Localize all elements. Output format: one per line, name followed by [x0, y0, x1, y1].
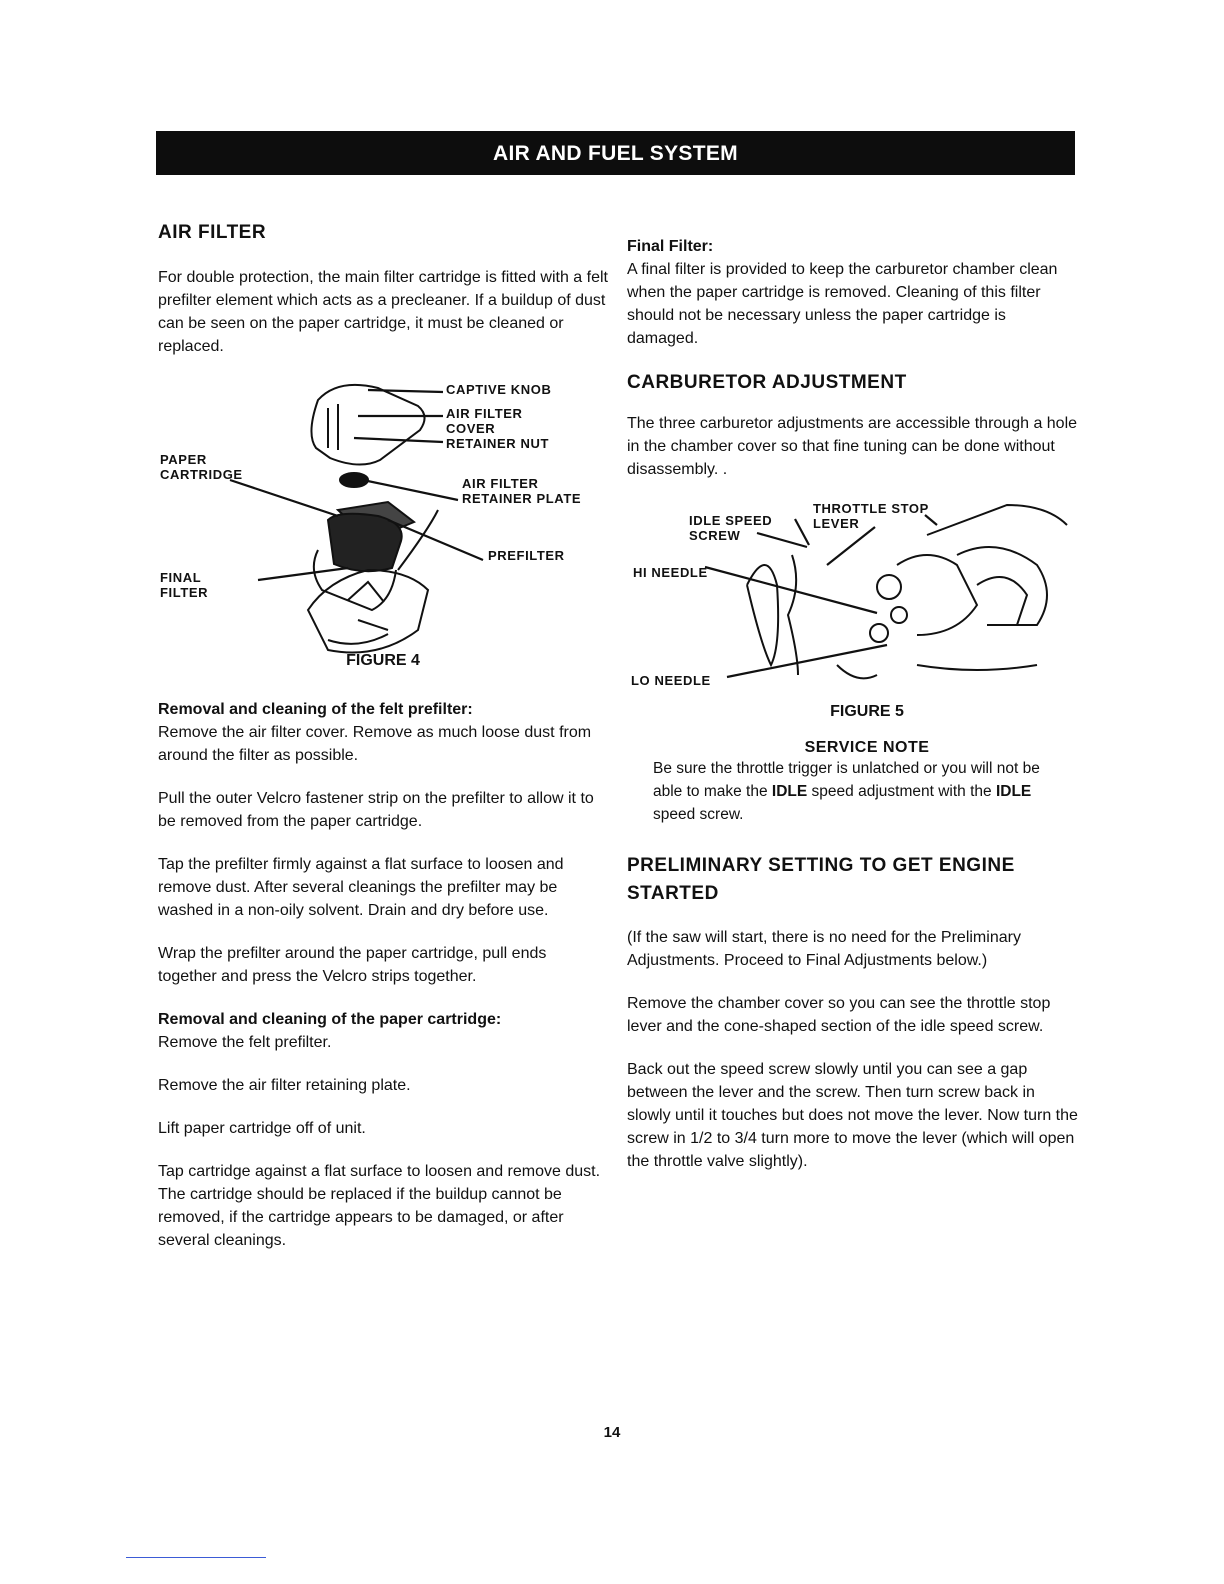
figure-5 — [627, 495, 1079, 725]
preliminary-p1: (If the saw will start, there is no need for the Preliminary Adjustments. Proceed to Final Adjustments below.) — [627, 929, 1021, 969]
hi-needle-label: HI NEEDLE — [633, 565, 708, 580]
page-number: 14 — [603, 1424, 621, 1441]
note-text-2: speed adjustment with the — [807, 783, 996, 800]
final-filter-text: A final filter is provided to keep the carburetor chamber clean when the paper cartridge is removed. Cleaning of this filter should not be necessary unless the paper cartridge is damaged. — [627, 261, 1058, 347]
paper-cartridge-heading: Removal and cleaning of the paper cartridge: — [158, 1011, 502, 1028]
footer-rule — [126, 1557, 266, 1558]
throttle-stop-label: THROTTLE STOP LEVER — [813, 501, 929, 531]
figure-4 — [158, 370, 608, 690]
retainer-nut-label: RETAINER NUT — [446, 436, 550, 451]
paper-step-1: Remove the felt prefilter. — [158, 1034, 332, 1051]
air-filter-heading: AIR FILTER — [158, 222, 267, 243]
felt-prefilter-heading: Removal and cleaning of the felt prefilter: — [158, 701, 473, 718]
felt-step-2: Pull the outer Velcro fastener strip on the prefilter to allow it to be removed from the paper cartridge. — [158, 790, 594, 830]
preliminary-p3: Back out the speed screw slowly until you can see a gap between the lever and the screw. Then turn screw back in slowly until it touches but does not move the lever. Now turn the screw in 1/2 to 3/4 turn more to move the lever (which will open the throttle valve slightly). — [627, 1061, 1078, 1170]
felt-step-1: Remove the air filter cover. Remove as much loose dust from around the filter as possible. — [158, 724, 592, 764]
prefilter-label: PREFILTER — [488, 548, 565, 563]
preliminary-p2: Remove the chamber cover so you can see the throttle stop lever and the cone-shaped section of the idle speed screw. — [627, 995, 1051, 1035]
note-idle-1: IDLE — [771, 783, 808, 800]
service-note-text — [627, 757, 1058, 826]
note-text-3: speed screw. — [653, 806, 744, 823]
final-filter-label: FINAL FILTER — [160, 570, 209, 600]
paper-cartridge-label: PAPER CARTRIDGE — [160, 452, 243, 482]
carburetor-text: The three carburetor adjustments are accessible through a hole in the chamber cover so that fine tuning can be done without disassembly. . — [627, 415, 1078, 478]
air-filter-cover-label: AIR FILTER COVER — [446, 406, 523, 436]
service-note-title: SERVICE NOTE — [804, 739, 930, 756]
felt-step-3: Tap the prefilter firmly against a flat surface to loosen and remove dust. After several cleanings the prefilter may be washed in a non-oily solvent. Drain and dry before use. — [158, 856, 564, 919]
felt-step-4: Wrap the prefilter around the paper cartridge, pull ends together and press the Velcro strips together. — [158, 945, 547, 985]
preliminary-heading: PRELIMINARY SETTING TO GET ENGINE STARTED — [627, 855, 1015, 904]
retainer-plate-label: AIR FILTER RETAINER PLATE — [462, 476, 582, 506]
figure-5-caption: FIGURE 5 — [830, 703, 904, 720]
figure-4-caption: FIGURE 4 — [346, 652, 420, 669]
paper-step-3: Lift paper cartridge off of unit. — [158, 1120, 366, 1137]
captive-knob-label: CAPTIVE KNOB — [446, 382, 552, 397]
air-filter-intro: For double protection, the main filter cartridge is fitted with a felt prefilter element which acts as a precleaner. If a buildup of dust can be seen on the paper cartridge, it must be cleaned or replaced. — [158, 269, 608, 355]
air-filter-diagram — [158, 370, 608, 670]
note-idle-2: IDLE — [995, 783, 1032, 800]
note-text-1: Be sure the throttle trigger is unlatched or you will not be able to make the — [653, 760, 1040, 800]
right-column — [627, 235, 1079, 1173]
carburetor-heading: CARBURETOR ADJUSTMENT — [627, 372, 907, 393]
left-column — [158, 222, 608, 1252]
lo-needle-label: LO NEEDLE — [631, 673, 711, 688]
idle-speed-label: IDLE SPEED SCREW — [689, 513, 773, 543]
paper-step-2: Remove the air filter retaining plate. — [158, 1077, 411, 1094]
paper-step-4: Tap cartridge against a flat surface to loosen and remove dust. The cartridge should be replaced if the buildup cannot be removed, if the cartridge appears to be damaged, or after several cleanings. — [158, 1163, 601, 1249]
final-filter-heading: Final Filter: — [627, 238, 714, 255]
section-banner: AIR AND FUEL SYSTEM — [156, 131, 1075, 175]
